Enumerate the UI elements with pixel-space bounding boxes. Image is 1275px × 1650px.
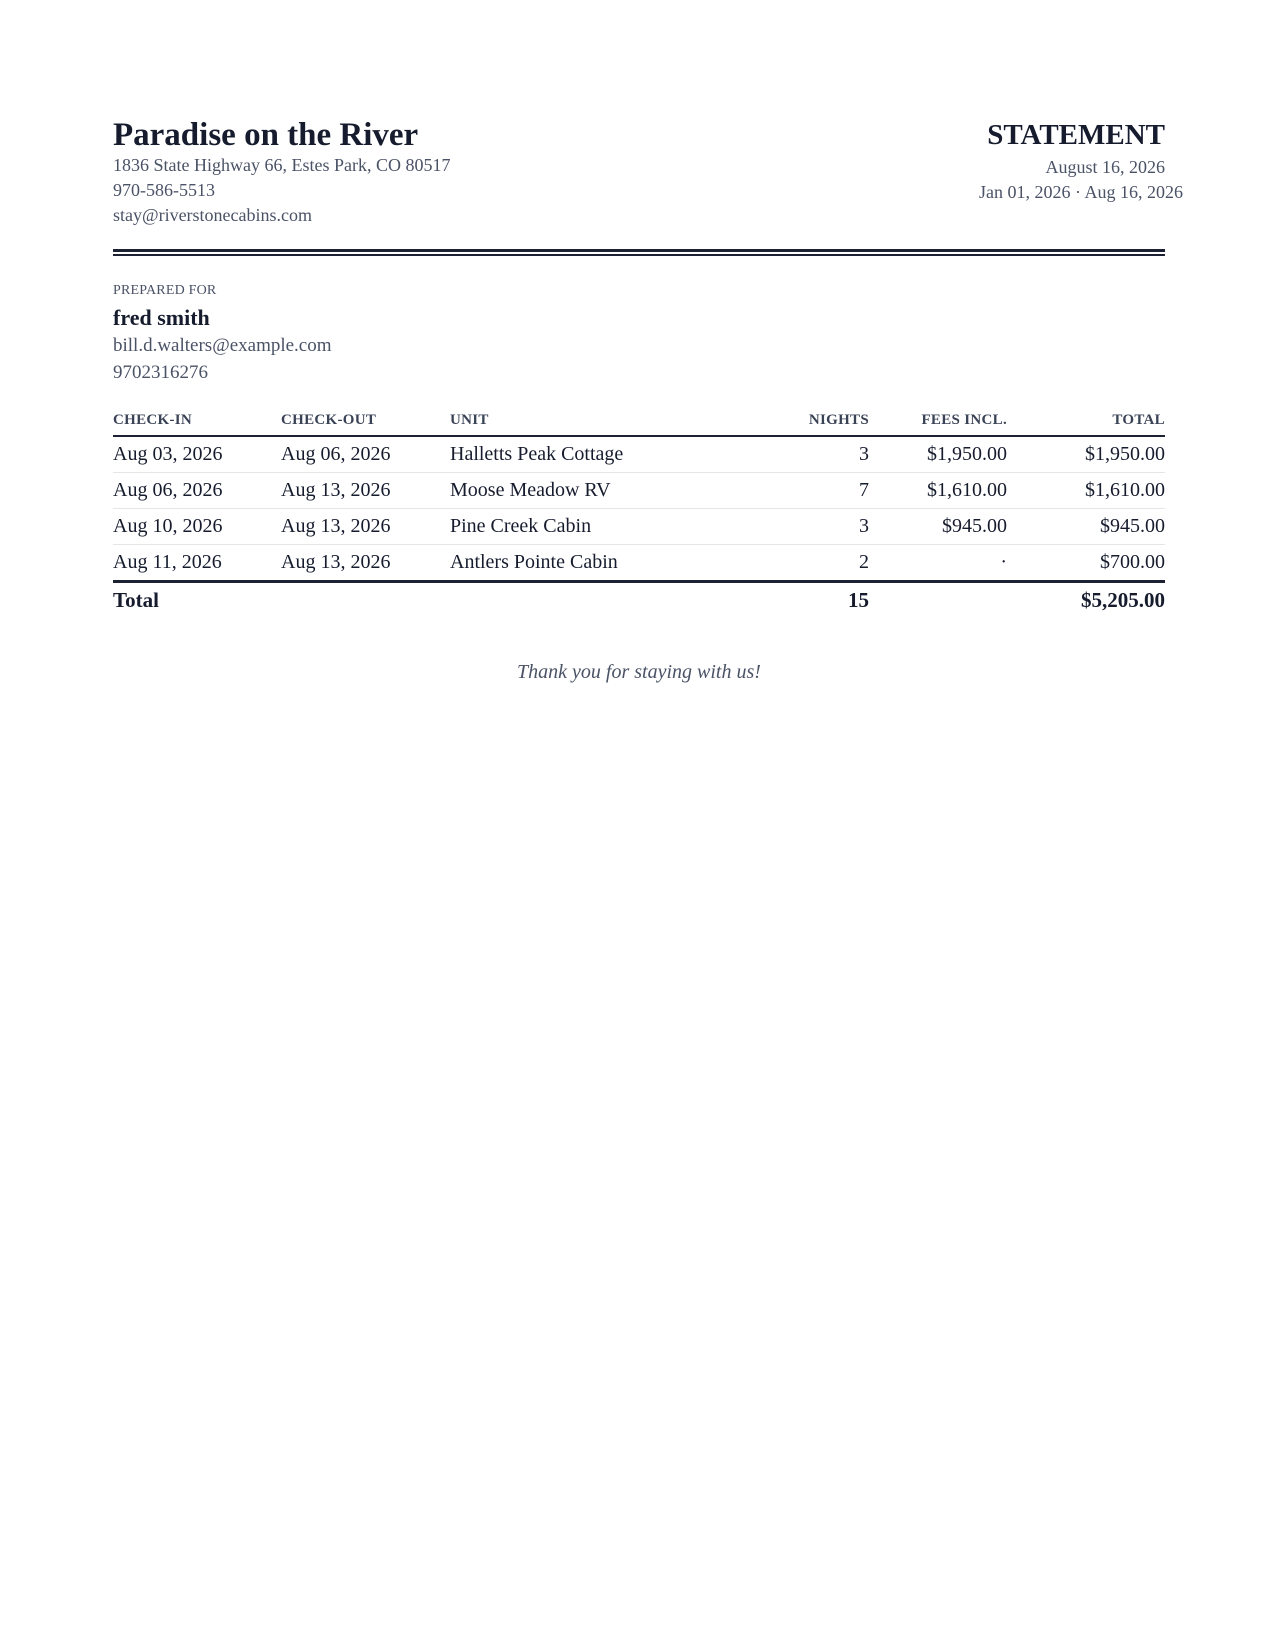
thank-you-note: Thank you for staying with us! — [517, 661, 761, 683]
guest-name: fred smith — [113, 305, 210, 330]
column-header-total: TOTAL — [1112, 412, 1165, 428]
fees-cell: $1,610.00 — [927, 479, 1007, 501]
column-header-unit: UNIT — [450, 412, 489, 428]
document-title: STATEMENT — [987, 119, 1165, 151]
column-header-check-out: CHECK-OUT — [281, 412, 377, 428]
fees-cell: $945.00 — [942, 515, 1007, 537]
header-divider — [113, 249, 1165, 256]
total-cell: $1,950.00 — [1085, 443, 1165, 465]
unit-cell: Moose Meadow RV — [450, 479, 611, 501]
table-row — [113, 509, 1165, 545]
check-in-cell: Aug 10, 2026 — [113, 515, 223, 537]
statement-period: Jan 01, 2026 · Aug 16, 2026 — [979, 182, 1183, 202]
check-out-cell: Aug 13, 2026 — [281, 479, 391, 501]
total-label: Total — [113, 588, 159, 612]
column-header-check-in: CHECK-IN — [113, 412, 193, 428]
fees-cell: · — [1000, 551, 1007, 573]
check-out-cell: Aug 13, 2026 — [281, 551, 391, 573]
total-cell: $700.00 — [1100, 551, 1165, 573]
column-header-nights: NIGHTS — [808, 412, 869, 428]
statement-header — [113, 114, 1183, 234]
unit-cell: Antlers Pointe Cabin — [450, 551, 618, 573]
business-email: stay@riverstonecabins.com — [113, 205, 313, 225]
prepared-for-label: PREPARED FOR — [113, 283, 217, 298]
nights-cell: 7 — [859, 479, 869, 501]
column-header-fees: FEES INCL. — [921, 412, 1007, 428]
fees-cell: $1,950.00 — [927, 443, 1007, 465]
table-total-row — [113, 583, 1165, 617]
table-row — [113, 545, 1165, 583]
table-row — [113, 437, 1165, 473]
nights-cell: 2 — [859, 551, 869, 573]
stays-table — [113, 408, 1165, 617]
table-header-row — [113, 408, 1165, 437]
check-in-cell: Aug 03, 2026 — [113, 443, 223, 465]
check-out-cell: Aug 13, 2026 — [281, 515, 391, 537]
check-in-cell: Aug 11, 2026 — [113, 551, 222, 573]
total-cell: $1,610.00 — [1085, 479, 1165, 501]
guest-email: bill.d.walters@example.com — [113, 335, 332, 356]
document-date: August 16, 2026 — [1045, 157, 1165, 177]
business-name: Paradise on the River — [113, 117, 419, 153]
unit-cell: Halletts Peak Cottage — [450, 443, 624, 465]
business-phone: 970-586-5513 — [113, 180, 215, 200]
business-address: 1836 State Highway 66, Estes Park, CO 80517 — [113, 155, 451, 175]
total-cell: $945.00 — [1100, 515, 1165, 537]
guest-phone: 9702316276 — [113, 362, 208, 383]
prepared-for-section — [113, 282, 713, 386]
grand-total: $5,205.00 — [1081, 588, 1165, 612]
table-row — [113, 473, 1165, 509]
nights-cell: 3 — [859, 515, 869, 537]
total-nights: 15 — [848, 588, 869, 612]
nights-cell: 3 — [859, 443, 869, 465]
check-out-cell: Aug 06, 2026 — [281, 443, 391, 465]
check-in-cell: Aug 06, 2026 — [113, 479, 223, 501]
unit-cell: Pine Creek Cabin — [450, 515, 592, 537]
